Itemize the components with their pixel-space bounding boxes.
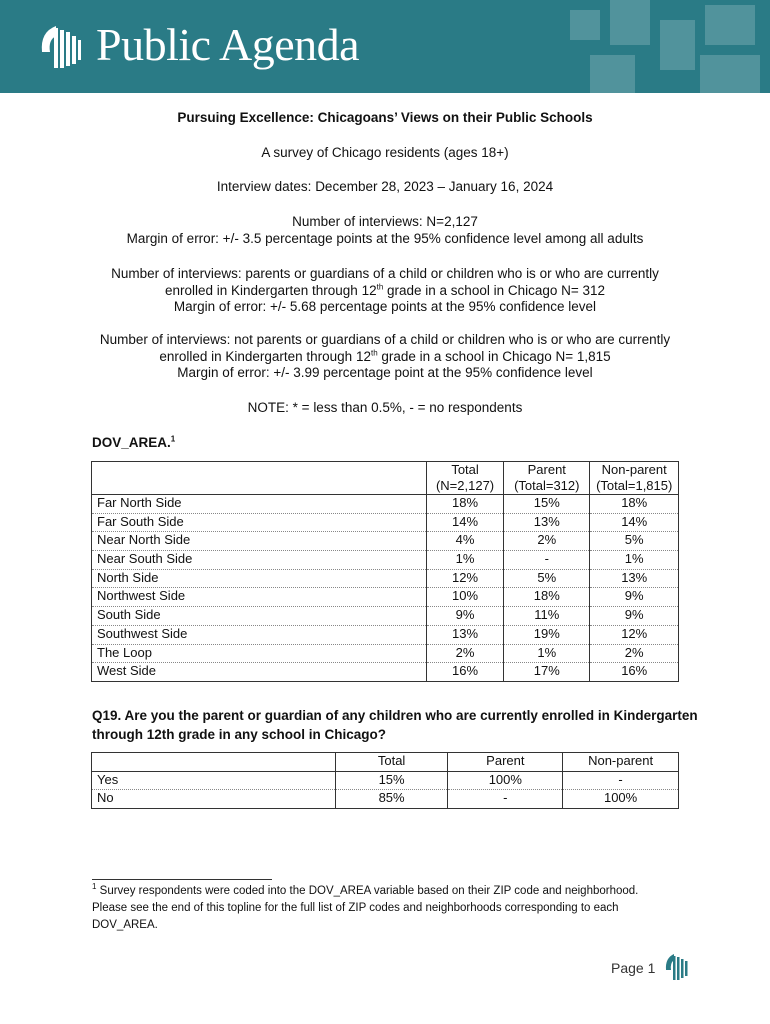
cell-total: 16% xyxy=(426,663,503,682)
cell-total: 2% xyxy=(426,644,503,663)
intro-subtitle: A survey of Chicago residents (ages 18+) xyxy=(261,145,509,160)
cell-total: 1% xyxy=(426,551,503,570)
table-row xyxy=(92,588,679,607)
cell-parent: 18% xyxy=(504,588,590,607)
header-banner xyxy=(0,0,770,93)
table-header-row xyxy=(92,753,679,772)
cell-total: 15% xyxy=(335,771,448,790)
table-row xyxy=(92,532,679,551)
cell-parent: 13% xyxy=(504,513,590,532)
cell-nonparent: 16% xyxy=(590,663,679,682)
table-header-row xyxy=(92,462,679,495)
table-row xyxy=(92,790,679,809)
intro-dates: Interview dates: December 28, 2023 – January 16, 2024 xyxy=(216,179,554,194)
header-nonparent: Non-parent xyxy=(563,753,679,772)
row-label: Far North Side xyxy=(92,495,427,514)
dov-area-table xyxy=(91,461,679,682)
cell-total: 9% xyxy=(426,607,503,626)
table-row xyxy=(92,771,679,790)
cell-parent: 17% xyxy=(504,663,590,682)
cell-nonparent: - xyxy=(563,771,679,790)
cell-nonparent: 1% xyxy=(590,551,679,570)
header-nonparent: Non-parent (Total=1,815) xyxy=(590,462,679,495)
table-row xyxy=(92,513,679,532)
cell-total: 14% xyxy=(426,513,503,532)
header-total: Total (N=2,127) xyxy=(426,462,503,495)
cell-nonparent: 13% xyxy=(590,569,679,588)
page-number: Page 1 xyxy=(611,960,656,976)
cell-parent: 2% xyxy=(504,532,590,551)
cell-parent: 11% xyxy=(504,607,590,626)
intro-title: Pursuing Excellence: Chicagoans’ Views on their Public Schools xyxy=(177,110,593,125)
header-parent: Parent (Total=312) xyxy=(504,462,590,495)
row-label: Northwest Side xyxy=(92,588,427,607)
row-label: The Loop xyxy=(92,644,427,663)
cell-total: 85% xyxy=(335,790,448,809)
public-agenda-mark-icon xyxy=(663,952,691,984)
row-label: Near North Side xyxy=(92,532,427,551)
row-label: South Side xyxy=(92,607,427,626)
table-row xyxy=(92,607,679,626)
row-label: Far South Side xyxy=(92,513,427,532)
cell-parent: - xyxy=(448,790,563,809)
public-agenda-logo-icon xyxy=(36,22,84,72)
cell-nonparent: 2% xyxy=(590,644,679,663)
header-total: Total xyxy=(335,753,448,772)
cell-parent: - xyxy=(504,551,590,570)
row-label: North Side xyxy=(92,569,427,588)
row-label: Near South Side xyxy=(92,551,427,570)
intro-all-adults: Number of interviews: N=2,127 Margin of error: +/- 3.5 percentage points at the 95% confidence level among all adults xyxy=(126,214,644,246)
cell-nonparent: 14% xyxy=(590,513,679,532)
footnote-divider xyxy=(92,879,272,880)
table-row xyxy=(92,551,679,570)
cell-parent: 15% xyxy=(504,495,590,514)
header-empty xyxy=(92,753,336,772)
cell-parent: 19% xyxy=(504,625,590,644)
cell-total: 13% xyxy=(426,625,503,644)
intro-note: NOTE: * = less than 0.5%, - = no respondents xyxy=(247,400,523,415)
footnote: $^1$ Survey respondents were coded into the DOV_AREA variable based on their ZIP code and neighborhood. Please see the end of this topline for the full list of ZIP codes and neighborhoods corresponding to each DOV_AREA. xyxy=(92,882,639,931)
cell-nonparent: 18% xyxy=(590,495,679,514)
table-row xyxy=(92,644,679,663)
cell-nonparent: 100% xyxy=(563,790,679,809)
cell-nonparent: 5% xyxy=(590,532,679,551)
dov-area-title: DOV_AREA.$^1$ xyxy=(92,434,176,450)
cell-nonparent: 12% xyxy=(590,625,679,644)
cell-total: 18% xyxy=(426,495,503,514)
q19-table xyxy=(91,752,679,809)
table-row xyxy=(92,663,679,682)
cell-nonparent: 9% xyxy=(590,588,679,607)
cell-total: 12% xyxy=(426,569,503,588)
brand-name: Public Agenda xyxy=(96,19,360,70)
footnote-marker: 1 xyxy=(92,882,97,892)
row-label: West Side xyxy=(92,663,427,682)
cell-parent: 1% xyxy=(504,644,590,663)
header-parent: Parent xyxy=(448,753,563,772)
table-row xyxy=(92,625,679,644)
table-row xyxy=(92,569,679,588)
intro-parents: Number of interviews: parents or guardians of a child or children who is or who are currently enrolled in Kindergarten through 12th grade in a school in Chicago N= 312 Margin of error: +/- 5.68 percentage points at the 95% confidence level xyxy=(111,266,659,314)
cell-parent: 100% xyxy=(448,771,563,790)
row-label: Yes xyxy=(92,771,336,790)
table-row xyxy=(92,495,679,514)
cell-parent: 5% xyxy=(504,569,590,588)
cell-total: 10% xyxy=(426,588,503,607)
banner-pattern xyxy=(550,0,770,93)
header-empty xyxy=(92,462,427,495)
row-label: Southwest Side xyxy=(92,625,427,644)
intro-nonparents: Number of interviews: not parents or guardians of a child or children who is or who are currently enrolled in Kindergarten through 12th grade in a school in Chicago N= 1,815 Margin of error: +/- 3.99 percentage point at the 95% confidence level xyxy=(99,332,671,380)
q19-title: Q19. Are you the parent or guardian of any children who are currently enrolled in Kindergarten through 12th grade in any school in Chicago? xyxy=(92,708,698,742)
cell-total: 4% xyxy=(426,532,503,551)
row-label: No xyxy=(92,790,336,809)
cell-nonparent: 9% xyxy=(590,607,679,626)
